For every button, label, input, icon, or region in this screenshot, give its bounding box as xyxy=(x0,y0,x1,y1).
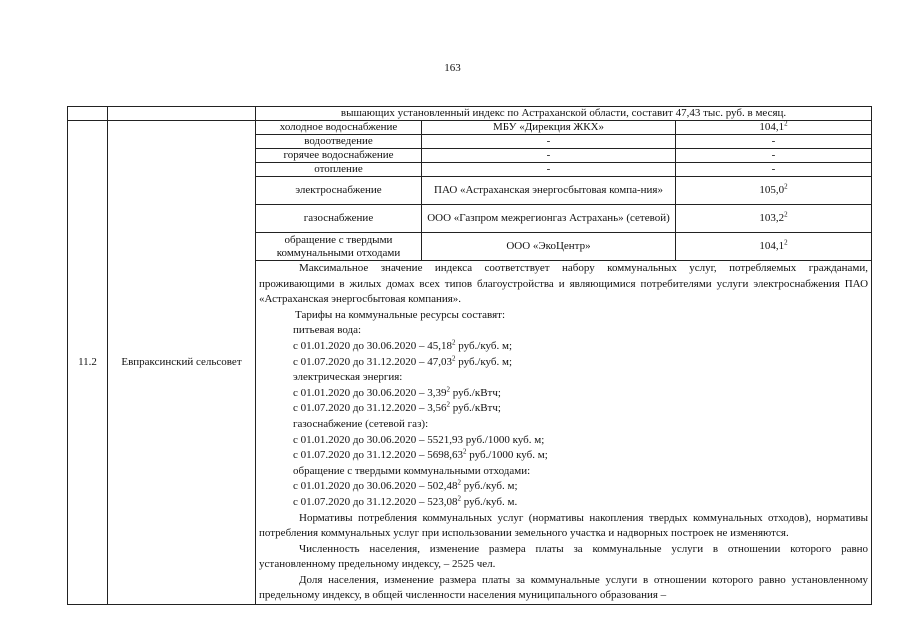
paragraph: Доля населения, изменение размера платы за коммунальные услуги в отношении которого равно установленному предельному индексу, в общей численности населения муниципального образования – xyxy=(259,573,869,602)
list-item: с 01.07.2020 до 31.12.2020 – 5698,63$^2$ руб./1000 куб. м; xyxy=(293,447,548,462)
service-name: электроснабжение xyxy=(256,177,422,205)
list-heading: обращение с твердыми коммунальными отходами: xyxy=(293,464,531,477)
index-value: - xyxy=(676,135,872,149)
list-item: с 01.01.2020 до 30.06.2020 – 502,48$^2$ руб./куб. м; xyxy=(293,478,518,493)
paragraph: Тарифы на коммунальные ресурсы составят: xyxy=(295,308,506,321)
index-value: 104,1$^2$ xyxy=(676,121,872,135)
continuation-text: вышающих установленный индекс по Астраханской области, составит 47,43 тыс. руб. в месяц. xyxy=(256,107,872,121)
list-heading: газоснабжение (сетевой газ): xyxy=(293,417,429,430)
empty-cell xyxy=(108,107,256,121)
paragraph: Максимальное значение индекса соответствует набору коммунальных услуг, потребляемых гражданами, проживающими в жилых домах всех типов благоустройства и являющимися потребителями услуги электроснабжения ПАО «Астраханская энергосбытовая компания». xyxy=(259,262,869,306)
service-name: холодное водоснабжение xyxy=(256,121,422,135)
municipality-name: Евпраксинский сельсовет xyxy=(108,121,256,605)
list-item: с 01.01.2020 до 30.06.2020 – 3,39$^2$ руб./кВтч; xyxy=(293,385,501,399)
tariff-table xyxy=(67,106,872,605)
list-item: с 01.07.2020 до 31.12.2020 – 47,03$^2$ руб./куб. м; xyxy=(293,353,513,368)
provider-name: - xyxy=(422,135,676,149)
page-number: 163 xyxy=(444,62,461,74)
paragraph: Численность населения, изменение размера платы за коммунальные услуги в отношении которого равно установленному предельному индексу, – 2525 чел. xyxy=(259,542,869,571)
list-heading: электрическая энергия: xyxy=(293,371,403,384)
index-value: - xyxy=(676,149,872,163)
index-value: 103,2$^2$ xyxy=(676,205,872,233)
list-item: с 01.01.2020 до 30.06.2020 – 45,18$^2$ руб./куб. м; xyxy=(293,338,513,352)
provider-name: ООО «Газпром межрегионгаз Астрахань» (сетевой) xyxy=(422,205,676,233)
list-item: с 01.07.2020 до 31.12.2020 – 523,08$^2$ руб./куб. м. xyxy=(293,494,518,508)
provider-name: МБУ «Дирекция ЖКХ» xyxy=(422,121,676,135)
service-name: газоснабжение xyxy=(256,205,422,233)
provider-name: - xyxy=(422,163,676,177)
table-row xyxy=(68,107,872,121)
table-row xyxy=(68,121,872,135)
service-name: горячее водоснабжение xyxy=(256,149,422,163)
provider-name: - xyxy=(422,149,676,163)
list-heading: питьевая вода: xyxy=(293,324,362,337)
list-item: с 01.01.2020 до 30.06.2020 – 5521,93 руб./1000 куб. м; xyxy=(293,433,545,446)
provider-name: ООО «ЭкоЦентр» xyxy=(422,233,676,261)
service-name: обращение с твердыми коммунальными отходами xyxy=(256,233,422,261)
paragraph: Нормативы потребления коммунальных услуг (нормативы накопления твердых коммунальных отходов), нормативы потребления коммунальных услуг при использовании земельного участка и надворных построек не изменяются. xyxy=(259,511,869,540)
empty-cell xyxy=(68,107,108,121)
service-name: водоотведение xyxy=(256,135,422,149)
service-name: отопление xyxy=(256,163,422,177)
index-value: 104,1$^2$ xyxy=(676,233,872,261)
index-value: - xyxy=(676,163,872,177)
list-item: с 01.07.2020 до 31.12.2020 – 3,56$^2$ руб./кВтч; xyxy=(293,400,501,415)
index-value: 105,0$^2$ xyxy=(676,177,872,205)
provider-name: ПАО «Астраханская энергосбытовая компа-ния» xyxy=(422,177,676,205)
row-number: 11.2 xyxy=(68,121,108,605)
description-block xyxy=(256,261,872,605)
